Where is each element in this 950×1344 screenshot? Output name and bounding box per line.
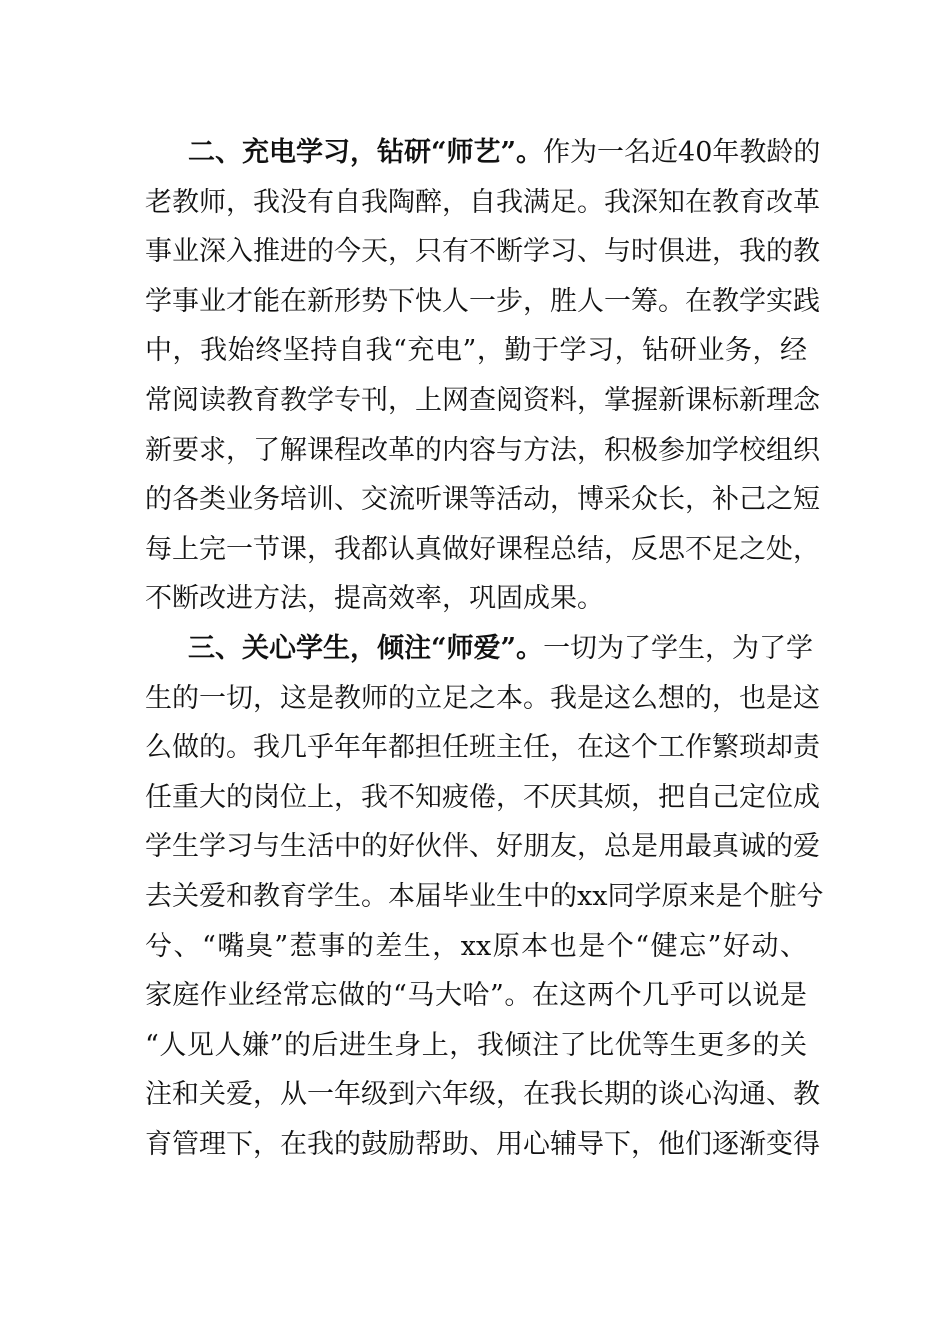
paragraph-3-line: 兮、“嘴臭”惹事的差生，xx原本也是个“健忘”好动、 [145, 930, 807, 962]
paragraph-2-line: 中，我始终坚持自我“充电”，勤于学习，钻研业务，经 [145, 335, 807, 367]
paragraph-3-text: 一切为了学生，为了学 [543, 632, 814, 664]
paragraph-3-line: 么做的。我几乎年年都担任班主任，在这个工作繁琐却责 [145, 732, 820, 764]
paragraph-2-line: 事业深入推进的今天，只有不断学习、与时俱进，我的教 [145, 236, 820, 268]
paragraph-2-line: 新要求，了解课程改革的内容与方法，积极参加学校组织 [145, 434, 820, 466]
document-body [145, 128, 824, 1169]
paragraph-2-line: 不断改进方法，提高效率，巩固成果。 [145, 583, 604, 615]
paragraph-2-line: 每上完一节课，我都认真做好课程总结，反思不足之处， [145, 533, 820, 565]
paragraph-2-line-1 [145, 128, 821, 178]
paragraph-3-line-1 [145, 624, 814, 674]
paragraph-2-line: 老教师，我没有自我陶醉，自我满足。我深知在教育改革 [145, 186, 820, 218]
paragraph-3-line: 学生学习与生活中的好伙伴、好朋友，总是用最真诚的爱 [145, 831, 820, 863]
paragraph-3-line: 生的一切，这是教师的立足之本。我是这么想的，也是这 [145, 682, 820, 714]
paragraph-3-line: 去关爱和教育学生。本届毕业生中的xx同学原来是个脏兮 [145, 880, 824, 912]
paragraph-2-line: 常阅读教育教学专刊，上网查阅资料，掌握新课标新理念 [145, 384, 820, 416]
section-2-heading: 二、充电学习，钻研“师艺”。 [188, 137, 544, 168]
paragraph-2-text: 作为一名近40年教龄的 [543, 137, 821, 168]
paragraph-3-line: 育管理下，在我的鼓励帮助、用心辅导下，他们逐渐变得 [145, 1128, 820, 1160]
paragraph-3-line: 注和关爱，从一年级到六年级，在我长期的谈心沟通、教 [145, 1079, 820, 1111]
paragraph-3-line: 家庭作业经常忘做的“马大哈”。在这两个几乎可以说是 [145, 980, 807, 1012]
paragraph-3-line: 任重大的岗位上，我不知疲倦，不厌其烦，把自己定位成 [145, 781, 820, 813]
paragraph-2-line: 的各类业务培训、交流听课等活动，博采众长，补己之短 [145, 484, 820, 516]
section-3-heading: 三、关心学生，倾注“师爱”。 [188, 632, 544, 664]
paragraph-3-line: “人见人嫌”的后进生身上，我倾注了比优等生更多的关 [145, 1029, 807, 1061]
paragraph-2-line: 学事业才能在新形势下快人一步，胜人一筹。在教学实践 [145, 285, 820, 317]
